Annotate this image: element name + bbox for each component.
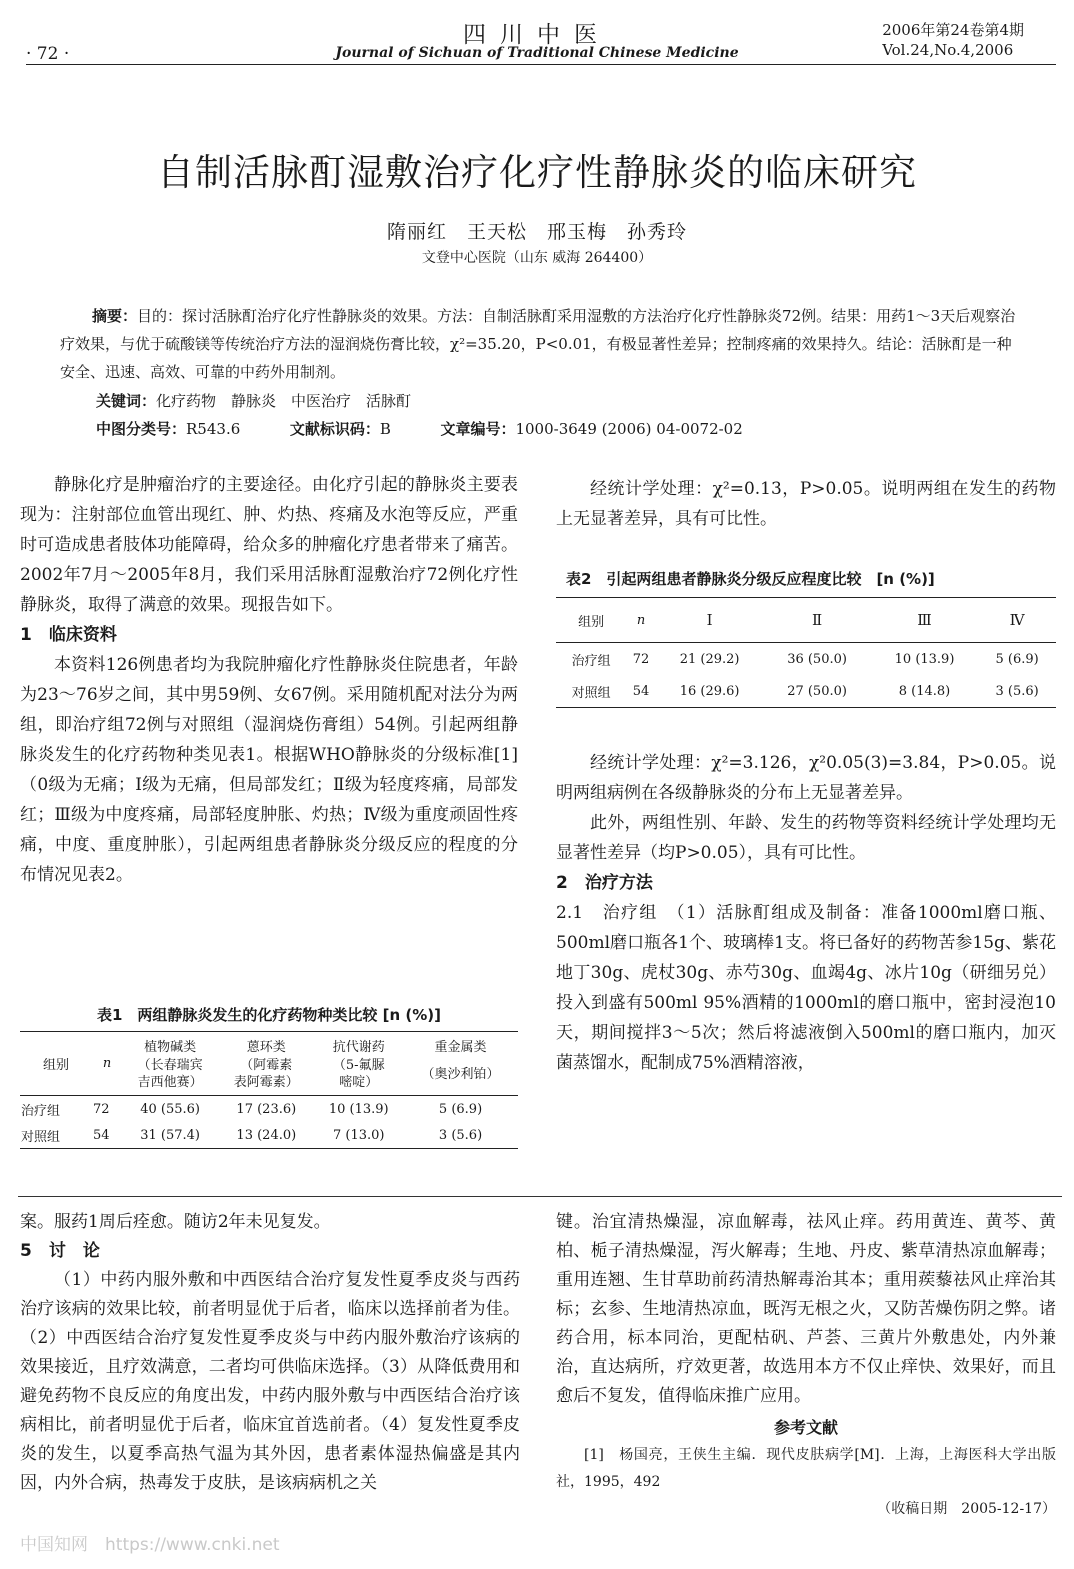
article-no-value: 1000-3649 (2006) 04-0072-02 [515, 420, 743, 438]
table1-subheader-1: （长春瑞宾 吉西他赛） [122, 1056, 218, 1096]
intro-paragraph: 静脉化疗是肿瘤治疗的主要途径。由化疗引起的静脉炎主要表现为：注射部位血管出现红、肿、灼热、疼痛及水泡等反应，严重时可造成患者肢体功能障碍，给众多的肿瘤化疗患者带来了痛苦。2002年7月～2005年8月，我们采用活脉酊湿敷治疗72例化疗性静脉炎，取得了满意的效果。现报告如下。 [20, 475, 518, 615]
table2-header-grade2: Ⅱ [811, 611, 823, 629]
issue-cn: 2006年第24卷第4期 [882, 21, 1024, 39]
table1-caption: 表1 两组静脉炎发生的化疗药物种类比较 [n (%)] [96, 1006, 441, 1024]
table2-cell: 5 (6.9) [995, 651, 1039, 667]
table1-header-n: n [92, 1032, 122, 1096]
table2-header-grade1: Ⅰ [706, 611, 713, 629]
table1-subheader-2: （阿霉素 表阿霉素） [218, 1056, 314, 1096]
table2-cell: 3 (5.6) [995, 683, 1039, 699]
table1-cell: 10 (13.9) [328, 1101, 389, 1117]
other-paragraph: 此外，两组性别、年龄、发生的药物等资料经统计学处理均无显著性差异（均P>0.05），具有可比性。 [556, 813, 1056, 863]
clc-value: R543.6 [186, 420, 241, 438]
table1-cell: 72 [93, 1101, 110, 1117]
affiliation: 文登中心医院（山东 威海 264400） [421, 250, 653, 266]
lower-left-paragraph-2: （1）中药内服外敷和中西医结合治疗复发性夏季皮炎与西药治疗该病的效果比较，前者明显优于后者，临床以选择前者为佳。（2）中西医结合治疗复发性夏季皮炎与中药内服外敷治疗该病的效果接近，且疗效满意，二者均可供临床选择。（3）从降低费用和避免药物不良反应的角度出发，中药内服外敷与中西医结合治疗该病相比，前者明显优于后者，临床宜首选前者。（4）复发性夏季皮炎的发生，以夏季高热气温为其外因，患者素体湿热偏盛是其内因，内外合病，热毒发于皮肤，是该病病机之关 [20, 1270, 520, 1493]
table1-cell: 对照组 [21, 1129, 61, 1145]
table1-cell: 40 (55.6) [140, 1101, 200, 1117]
references-title: 参考文献 [773, 1418, 838, 1437]
section-5-heading: 5 讨 论 [20, 1241, 100, 1261]
lower-left-column [20, 1208, 520, 1498]
classification-line [96, 418, 743, 439]
table2-cell: 36 (50.0) [787, 651, 847, 667]
right-column-top [556, 474, 1056, 534]
reference-1: [1] 杨国亮，王侠生主编．现代皮肤病学[M]．上海，上海医科大学出版社，1995，492 [556, 1447, 1056, 1490]
left-column [20, 470, 518, 890]
table2-header-grade3: Ⅲ [917, 611, 932, 629]
section-1-paragraph: 本资料126例患者均为我院肿瘤化疗性静脉炎住院患者，年龄为23～76岁之间，其中男59例、女67例。采用随机配对法分为两组，即治疗组72例与对照组（湿润烧伤膏组）54例。引起两组静脉炎发生的化疗药物种类见表1。根据WHO静脉炎的分级标准[1]（0级为无痛；Ⅰ级为无痛，但局部发红；Ⅱ级为轻度疼痛，局部发红；Ⅲ级为中度疼痛，局部轻度肿胀、灼热；Ⅳ级为重度顽固性疼痛，中度、重度肿胀），引起两组患者静脉炎分级反应的程度的分布情况见表2。 [20, 655, 518, 885]
section-1-heading: 1 临床资料 [20, 625, 117, 645]
table2-cell: 8 (14.8) [898, 683, 951, 699]
table2-cell: 对照组 [571, 685, 611, 701]
table2-cell: 10 (13.9) [894, 651, 955, 667]
doc-code-label: 文献标识码： [289, 420, 380, 438]
table2-header-n: n [636, 612, 646, 628]
watermark: 中国知网 https://www.cnki.net [20, 1535, 280, 1555]
table1-cell: 7 (13.0) [332, 1127, 385, 1143]
table1-subheader-4: （奥沙利铂） [403, 1056, 518, 1096]
page-number: · 72 · [26, 44, 70, 64]
right-column-bottom [556, 748, 1056, 1078]
table2-cell: 21 (29.2) [679, 651, 740, 667]
table1-header-2: 蒽环类 [246, 1040, 286, 1055]
table2-cell: 16 (29.6) [679, 683, 740, 699]
article-divider [18, 1196, 1062, 1197]
table1-cell: 17 (23.6) [236, 1101, 297, 1117]
table1-header-4: 重金属类 [434, 1040, 487, 1055]
clc-label: 中图分类号： [96, 420, 187, 438]
table1-cell: 3 (5.6) [438, 1127, 483, 1143]
table2 [556, 597, 1056, 708]
table1-cell: 31 (57.4) [140, 1127, 200, 1143]
abstract [60, 302, 1026, 386]
table1-cell: 13 (24.0) [236, 1127, 297, 1143]
article-title: 自制活脉酊湿敷治疗化疗性静脉炎的临床研究 [157, 151, 917, 194]
table1-header-group: 组别 [20, 1032, 92, 1096]
table1-header-3: 抗代谢药 [332, 1040, 385, 1055]
table-row [556, 643, 1056, 676]
header-rule [26, 64, 1056, 65]
table-row [20, 1122, 518, 1149]
table2-header-grade4: Ⅳ [1009, 611, 1025, 629]
table1 [20, 1031, 518, 1149]
table2-caption: 表2 引起两组患者静脉炎分级反应程度比较 [n (%)] [566, 570, 935, 588]
table1-cell: 5 (6.9) [438, 1101, 483, 1117]
table1-cell: 54 [93, 1127, 110, 1143]
doc-code-value: B [379, 420, 391, 438]
section-2-heading: 2 治疗方法 [556, 873, 653, 893]
journal-title-en: Journal of Sichuan of Traditional Chinese Medicine [335, 45, 739, 61]
stat-paragraph-1: 经统计学处理：χ²=0.13，P>0.05。说明两组在发生的药物上无显著差异，具有可比性。 [556, 479, 1056, 529]
table2-cell: 54 [632, 683, 650, 699]
keywords: 化疗药物 静脉炎 中医治疗 活脉酊 [156, 392, 412, 410]
stat-paragraph-2: 经统计学处理：χ²=3.126，χ²0.05(3)=3.84，P>0.05。说明两组病例在各级静脉炎的分布上无显著差异。 [556, 753, 1056, 803]
section-2-1-paragraph: 2.1 治疗组 （1）活脉酊组成及制备：准备1000ml磨口瓶、500ml磨口瓶各1个、玻璃棒1支。将已备好的药物苦参15g、紫花地丁30g、虎杖30g、赤芍30g、血竭4g、冰片10g（研细另兑）投入到盛有500ml 95%酒精的1000ml的磨口瓶中，密封浸泡10天，期间搅拌3～5次；然后将滤液倒入500ml的磨口瓶内，加灭菌蒸馏水，配制成75%酒精溶液， [556, 903, 1056, 1073]
lower-right-column [556, 1208, 1056, 1523]
authors: 隋丽红 王天松 邢玉梅 孙秀玲 [386, 221, 687, 243]
abstract-text: 目的：探讨活脉酊治疗化疗性静脉炎的效果。方法：自制活脉酊采用湿敷的方法治疗化疗性静脉炎72例。结果：用药1～3天后观察治疗效果，与优于硫酸镁等传统治疗方法的湿润烧伤膏比较，χ²=35.20，P<0.01，有极显著性差异；控制疼痛的效果持久。结论：活脉酊是一种安全、迅速、高效、可靠的中药外用制剂。 [60, 307, 1016, 381]
table-row [556, 675, 1056, 708]
article-no-label: 文章编号： [440, 420, 516, 438]
table-row [20, 1096, 518, 1123]
table2-cell: 72 [632, 651, 650, 667]
journal-title-cn: 四川中医 [463, 22, 611, 48]
table2-header-group: 组别 [578, 614, 605, 630]
table2-block [556, 568, 1056, 708]
issue-en: Vol.24,No.4,2006 [882, 41, 1014, 59]
table1-block [20, 1004, 518, 1149]
keywords-label: 关键词： [96, 392, 157, 410]
lower-left-paragraph-1: 案。服药1周后痊愈。随访2年未见复发。 [20, 1212, 331, 1232]
table1-header-1: 植物碱类 [144, 1040, 197, 1055]
table2-cell: 27 (50.0) [787, 683, 847, 699]
table1-cell: 治疗组 [21, 1103, 61, 1119]
received-date: （收稿日期 2005-12-17） [877, 1501, 1056, 1517]
table2-cell: 治疗组 [571, 653, 611, 669]
issue-info [882, 20, 1024, 60]
table1-subheader-3: （5-氟脲 嘧啶） [314, 1056, 403, 1096]
abstract-label: 摘要： [92, 307, 138, 325]
lower-right-paragraph: 键。治宜清热燥湿，凉血解毒，祛风止痒。药用黄连、黄芩、黄柏、栀子清热燥湿，泻火解毒；生地、丹皮、紫草清热凉血解毒；重用连翘、生甘草助前药清热解毒治其本；重用蒺藜祛风止痒治其标；玄参、生地清热凉血，既泻无根之火，又防苦燥伤阴之弊。诸药合用，标本同治，更配枯矾、芦荟、三黄片外敷患处，内外兼治，直达病所，疗效更著，故选用本方不仅止痒快、效果好，而且愈后不复发，值得临床推广应用。 [556, 1212, 1056, 1406]
keywords-line [96, 390, 411, 411]
